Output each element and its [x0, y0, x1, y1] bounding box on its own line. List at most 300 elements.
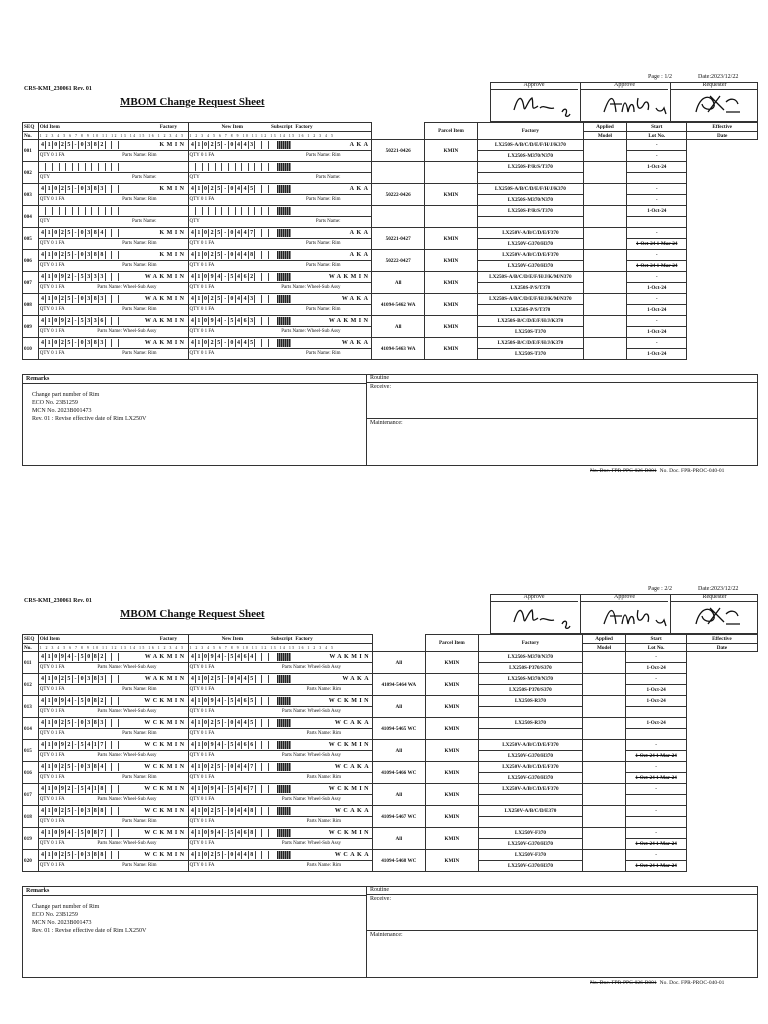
new-item-qty	[188, 217, 372, 228]
new-item	[188, 696, 372, 707]
old-item-factory: KMIN	[159, 142, 187, 148]
new-item-qty	[188, 861, 372, 872]
effective-date-2: -	[627, 195, 687, 206]
seq-number: 002	[23, 162, 39, 184]
effective-date-1: -	[626, 784, 686, 795]
parcel-item: 50221-0427	[372, 228, 424, 250]
new-item-qty	[188, 707, 372, 718]
new-item-digit-index: 1 2 3 4 5 6 7 8 9 10 11 12 13 14 15 16 1 2 3 4 5	[188, 644, 372, 652]
effective-date-2: -	[627, 151, 687, 162]
new-item	[188, 272, 372, 283]
subscript-code	[277, 719, 291, 727]
remarks-divider	[366, 374, 367, 466]
seq-number: 014	[23, 718, 39, 740]
effective-date-2: 1-Oct-24 1-Mar-24	[627, 261, 687, 272]
effective-date-1: -	[626, 828, 686, 839]
table-row	[23, 206, 758, 217]
col-applied-header: Applied	[582, 635, 626, 644]
effective-date-1: -	[627, 140, 687, 151]
applied-model-1: LX250S-R370	[479, 696, 583, 707]
start-lot	[582, 828, 626, 850]
effective-date-1: -	[627, 250, 687, 261]
subscript-code	[277, 295, 291, 303]
new-item-digits: 4 1 0 9 4 - 5 4 6 7	[190, 785, 276, 793]
old-item	[38, 316, 188, 327]
old-item-qty	[38, 195, 188, 206]
new-item-factory: AKA	[349, 230, 371, 236]
subscript-code	[277, 251, 291, 259]
factory: KMIN	[425, 784, 479, 806]
qty-label: QTY 0 1 FA	[189, 797, 215, 802]
new-item-qty	[188, 305, 372, 316]
routine-label: Routine	[370, 375, 389, 381]
footer-old-doc: No. Doc. FPR-PPC-026-B001	[590, 980, 657, 986]
col-no-header: No.	[23, 132, 39, 140]
signature-requester	[690, 602, 760, 632]
col-date-header: Date	[686, 644, 757, 652]
new-item-digits: 4 1 0 2 5 - 0 4 4 5	[190, 339, 276, 347]
table-row	[23, 272, 758, 283]
col-old-item-header	[38, 635, 188, 644]
old-item-factory: WAKMIN	[144, 654, 187, 660]
remark-line: ECO No. 23B1259	[32, 912, 78, 918]
effective-date-2: 1-Oct-24	[627, 283, 687, 294]
seq-number: 018	[23, 806, 39, 828]
new-item-qty	[188, 151, 372, 162]
new-item-digits: 4 1 0 9 4 - 5 4 6 2	[190, 273, 276, 281]
old-item-digits: 4 1 0 9 2 - 5 4 1 7	[40, 741, 126, 749]
start-lot	[582, 784, 626, 806]
table-row	[23, 228, 758, 239]
new-item-digits: 4 1 0 2 5 - 0 4 4 5	[190, 675, 276, 683]
qty-label: QTY 0 1 FA	[189, 263, 215, 268]
table-row	[23, 140, 758, 151]
parts-name: Parts Name: Wheel-Sub Assy	[281, 841, 342, 846]
crs-number: CRS-KMI_230061 Rev. 01	[24, 598, 92, 604]
qty-label: QTY 0 1 FA	[189, 153, 215, 158]
parts-name: Parts Name:	[131, 219, 157, 224]
old-item-qty	[38, 327, 188, 338]
effective-date-1: 1-Oct-24	[626, 718, 686, 729]
effective-date-2	[626, 817, 686, 828]
effective-date-1: -	[626, 850, 686, 861]
subscript-code	[277, 851, 291, 859]
effective-date-1: 1-Oct-24	[627, 206, 687, 217]
old-item-digits: 4 1 0 2 5 - 0 3 8 3	[40, 339, 126, 347]
old-item-qty	[38, 817, 188, 828]
old-item-digits: 4 1 0 9 2 - 5 3 3 3	[40, 273, 126, 281]
subscript-code	[277, 141, 291, 149]
qty-label: QTY 0 1 FA	[39, 687, 65, 692]
effective-date-1: -	[627, 272, 687, 283]
parcel-item: 41094-5465 WC	[373, 718, 426, 740]
old-item	[38, 184, 188, 195]
old-item-digits: 4 1 0 2 5 - 0 3 8 3	[40, 295, 126, 303]
old-item	[38, 652, 188, 663]
parcel-item: All	[373, 740, 426, 762]
parts-name: Parts Name: Rim	[306, 197, 341, 202]
old-item-qty	[38, 707, 188, 718]
new-item-digits	[190, 207, 276, 215]
applied-model-2: LX250V-G370/H370	[479, 839, 583, 850]
new-item-digits: 4 1 0 9 4 - 5 4 6 5	[190, 697, 276, 705]
qty-label: QTY 0 1 FA	[39, 841, 65, 846]
table-row	[23, 250, 758, 261]
subscript-code	[277, 273, 291, 281]
effective-date-1: 1-Oct-24	[626, 696, 686, 707]
old-item-factory: WCKMIN	[144, 786, 187, 792]
subscript-code	[277, 741, 291, 749]
factory: KMIN	[425, 850, 479, 872]
qty-label: QTY 0 1 FA	[189, 241, 215, 246]
old-item-digits	[40, 163, 126, 171]
new-item	[188, 718, 372, 729]
new-item-qty	[188, 817, 372, 828]
old-factory-label: Factory	[159, 124, 178, 130]
factory: KMIN	[424, 294, 477, 316]
start-lot	[582, 696, 626, 718]
factory: KMIN	[425, 696, 479, 718]
new-item-qty	[188, 349, 372, 360]
qty-label: QTY 0 1 FA	[39, 241, 65, 246]
new-item-qty	[188, 327, 372, 338]
new-item-qty	[188, 751, 372, 762]
applied-model-2	[479, 707, 583, 718]
maintenance-rule	[366, 930, 758, 931]
new-item-qty	[188, 239, 372, 250]
new-item	[188, 828, 372, 839]
new-item	[188, 184, 372, 195]
approval-label-requester: Requester	[670, 594, 758, 602]
new-item-digits: 4 1 0 2 5 - 0 4 4 8	[190, 251, 276, 259]
qty-label: QTY 0 1 FA	[189, 307, 215, 312]
col-factory-header: Factory	[479, 635, 583, 652]
new-item	[188, 850, 372, 861]
approval-label-approve2: Approve	[580, 82, 668, 90]
qty-label: QTY	[39, 219, 51, 224]
new-item-digits: 4 1 0 9 4 - 5 4 6 6	[190, 741, 276, 749]
applied-model-1: LX250V-A/B/C/D/E/F370	[478, 228, 584, 239]
start-lot	[582, 740, 626, 762]
subscript-code	[277, 807, 291, 815]
effective-date-2: 1-Oct-24 1-Mar-24	[626, 839, 686, 850]
seq-number: 001	[23, 140, 39, 162]
signature-approve-2	[600, 602, 670, 632]
qty-label: QTY	[189, 219, 200, 224]
old-item-factory: WCKMIN	[144, 764, 187, 770]
factory: KMIN	[424, 272, 477, 294]
parcel-item: 41094-5468 WC	[373, 850, 426, 872]
qty-label: QTY 0 1 FA	[39, 153, 65, 158]
parts-name: Parts Name: Wheel-Sub Assy	[281, 797, 342, 802]
col-effective-header: Effective	[687, 123, 758, 132]
sheet-title: MBOM Change Request Sheet	[120, 608, 265, 620]
new-item-factory: AKA	[349, 186, 371, 192]
qty-label: QTY 0 1 FA	[39, 263, 65, 268]
qty-label: QTY 0 1 FA	[189, 775, 215, 780]
seq-number: 004	[23, 206, 39, 228]
new-item-qty	[188, 261, 372, 272]
seq-number: 006	[23, 250, 39, 272]
applied-model-2: LX250S-M370/N370	[478, 151, 584, 162]
remark-line: Change part number of Rim	[32, 904, 100, 910]
factory: KMIN	[425, 762, 479, 784]
new-item-factory: WAKMIN	[328, 274, 371, 280]
qty-label: QTY 0 1 FA	[39, 731, 65, 736]
applied-model-2: LX250V-G370/H370	[478, 261, 584, 272]
parts-name: Parts Name: Wheel-Sub Assy	[97, 285, 157, 290]
old-item-qty	[38, 217, 188, 228]
effective-date-2: 1-Oct-24	[627, 327, 687, 338]
applied-model-1: LX250S-A/B/C/D/E/F/H/J/K/M/N370	[478, 294, 584, 305]
subscript-code	[277, 785, 291, 793]
parts-name: Parts Name: Rim	[122, 197, 157, 202]
new-item-factory: WAKA	[342, 676, 372, 682]
sheet-title: MBOM Change Request Sheet	[120, 96, 265, 108]
new-item-digits: 4 1 0 2 5 - 0 4 4 3	[190, 295, 276, 303]
footer-new-doc: No. Doc. FPR-PROC-040-01	[659, 980, 725, 986]
approval-label-approve1: Approve	[490, 82, 578, 90]
parts-name: Parts Name: Wheel-Sub Assy	[97, 709, 157, 714]
new-factory-label: Factory	[295, 636, 313, 642]
applied-model-1: LX250S-M370/N370	[479, 674, 583, 685]
effective-date-2: 1-Oct-24	[626, 663, 686, 674]
old-item-qty	[38, 729, 188, 740]
qty-label: QTY 0 1 FA	[189, 329, 215, 334]
effective-date-1: -	[626, 762, 686, 773]
col-no-header: No.	[23, 644, 39, 652]
new-item-factory: WCAKA	[334, 764, 372, 770]
new-item	[188, 316, 372, 327]
effective-date-2	[626, 795, 686, 806]
new-item	[188, 674, 372, 685]
remarks-title: Remarks	[26, 888, 50, 894]
qty-label: QTY 0 1 FA	[189, 819, 215, 824]
new-item-factory: WCKMIN	[328, 830, 372, 836]
new-item	[188, 250, 372, 261]
applied-model-1: LX250V-A/B/C/D/E/F370	[479, 784, 583, 795]
new-item-digits: 4 1 0 9 4 - 5 4 6 8	[190, 829, 276, 837]
footer-new-doc: No. Doc. FPR-PROC-040-01	[659, 468, 725, 474]
parcel-item: All	[373, 828, 426, 850]
old-item-factory: WAKMIN	[144, 274, 187, 280]
subscript-label: Subscript	[271, 636, 293, 642]
new-item-factory: WAKMIN	[329, 654, 372, 660]
applied-model-1: LX250S-A/B/C/D/E/F/H/J/K370	[478, 140, 584, 151]
approval-divider	[670, 82, 671, 122]
qty-label: QTY 0 1 FA	[39, 351, 65, 356]
old-item-factory: WCKMIN	[144, 720, 187, 726]
old-item-qty	[38, 839, 188, 850]
maintenance-label: Maintenance:	[370, 420, 403, 426]
old-item-digits: 4 1 0 2 5 - 0 3 8 8	[40, 807, 126, 815]
old-item	[38, 250, 188, 261]
seq-number: 012	[23, 674, 39, 696]
parcel-item: 41094-5466 WC	[373, 762, 426, 784]
applied-model-1: LX250S-A/B/C/D/E/F/H/J/K370	[478, 184, 584, 195]
col-parcel-header: Parcel Item	[425, 635, 479, 652]
parts-name: Parts Name: Wheel-Sub Assy	[97, 797, 157, 802]
factory: KMIN	[424, 250, 477, 272]
old-item	[38, 696, 188, 707]
old-item-label: Old Item	[39, 124, 60, 130]
seq-number: 019	[23, 828, 39, 850]
col-old-item-header	[38, 123, 188, 132]
old-item-digits: 4 1 0 9 2 - 5 4 1 8	[40, 785, 126, 793]
doc-footer	[590, 468, 724, 474]
seq-number: 016	[23, 762, 39, 784]
remarks-divider	[366, 886, 367, 978]
parts-name: Parts Name: Rim	[306, 351, 341, 356]
factory: KMIN	[425, 806, 479, 828]
factory: KMIN	[425, 740, 479, 762]
col-effective-header: Effective	[686, 635, 757, 644]
parts-name: Parts Name: Rim	[306, 687, 342, 692]
new-item	[188, 806, 372, 817]
table-row	[23, 696, 758, 707]
old-item-digits: 4 1 0 2 5 - 0 3 8 8	[40, 851, 126, 859]
effective-date-1: -	[626, 740, 686, 751]
factory: KMIN	[424, 228, 477, 250]
start-lot	[583, 228, 626, 250]
effective-date-1: -	[627, 338, 687, 349]
new-item-qty	[188, 795, 372, 806]
parcel-item	[372, 162, 424, 184]
footer-old-doc: No. Doc. FPR-PPC-026-B001	[590, 468, 657, 474]
new-item	[188, 162, 372, 173]
parcel-item: All	[372, 316, 424, 338]
qty-label: QTY 0 1 FA	[189, 709, 215, 714]
seq-number: 010	[23, 338, 39, 360]
new-item-factory: WCKMIN	[328, 742, 372, 748]
col-new-item-header	[188, 123, 372, 132]
old-item	[38, 674, 188, 685]
new-item-factory: AKA	[349, 252, 371, 258]
effective-date-2: 1-Oct-24	[627, 305, 687, 316]
old-item	[38, 850, 188, 861]
qty-label: QTY 0 1 FA	[39, 819, 65, 824]
qty-label: QTY 0 1 FA	[189, 753, 215, 758]
remarks-title-rule	[22, 383, 366, 384]
approval-divider	[580, 594, 581, 634]
new-item-qty	[188, 839, 372, 850]
old-item	[38, 718, 188, 729]
new-item-qty	[188, 685, 372, 696]
new-item-factory: WAKMIN	[328, 318, 371, 324]
parts-name: Parts Name: Rim	[306, 263, 341, 268]
parts-name: Parts Name: Rim	[306, 153, 341, 158]
start-lot	[583, 338, 626, 360]
old-item-qty	[38, 795, 188, 806]
seq-number: 011	[23, 652, 39, 674]
start-lot	[583, 250, 626, 272]
effective-date-2	[627, 173, 687, 184]
effective-date-2: 1-Oct-24	[626, 685, 686, 696]
table-row	[23, 674, 758, 685]
start-lot	[582, 762, 626, 784]
subscript-code	[277, 697, 291, 705]
table-row	[23, 162, 758, 173]
header-spacer	[373, 635, 426, 652]
table-row	[23, 828, 758, 839]
qty-label: QTY	[189, 175, 200, 180]
table-row	[23, 806, 758, 817]
col-parcel-header: Parcel Item	[424, 123, 477, 140]
subscript-code	[277, 763, 291, 771]
old-item-qty	[38, 239, 188, 250]
applied-model-2: LX250S-T370	[478, 327, 584, 338]
new-item-digits: 4 1 0 2 5 - 0 4 4 8	[190, 807, 276, 815]
old-item-qty	[38, 283, 188, 294]
parts-name: Parts Name:	[315, 219, 341, 224]
applied-model-1: LX250S-R370	[479, 718, 583, 729]
doc-footer	[590, 980, 724, 986]
seq-number: 005	[23, 228, 39, 250]
parts-name: Parts Name:	[315, 175, 341, 180]
signature-approve-1	[510, 90, 580, 120]
old-item-digits: 4 1 0 2 5 - 0 3 8 3	[40, 185, 126, 193]
new-item-digits: 4 1 0 2 5 - 0 4 4 5	[190, 185, 276, 193]
qty-label: QTY 0 1 FA	[189, 285, 215, 290]
subscript-code	[277, 653, 291, 661]
qty-label: QTY 0 1 FA	[189, 863, 215, 868]
col-lot-header: Lot No.	[627, 132, 687, 140]
sheet-page-2	[0, 512, 768, 1024]
parcel-item: 50221-0426	[372, 140, 424, 162]
new-item-digit-index: 1 2 3 4 5 6 7 8 9 10 11 12 13 14 15 16 1 2 3 4 5	[188, 132, 372, 140]
old-item-factory: WCKMIN	[144, 830, 187, 836]
parts-name: Parts Name: Rim	[306, 775, 342, 780]
effective-date-1: -	[626, 674, 686, 685]
old-item-factory: KMIN	[159, 252, 187, 258]
effective-date-2: 1-Oct-24 1-Mar-24	[626, 861, 686, 872]
subscript-code	[277, 185, 291, 193]
mbom-table	[22, 122, 758, 360]
old-item-factory: WAKMIN	[144, 296, 187, 302]
crs-number: CRS-KMI_230061 Rev. 01	[24, 86, 92, 92]
parts-name: Parts Name: Rim	[306, 307, 341, 312]
qty-label: QTY 0 1 FA	[39, 665, 65, 670]
maintenance-label: Maintenance:	[370, 932, 403, 938]
parts-name: Parts Name: Rim	[306, 731, 342, 736]
new-item-factory: WCAKA	[334, 808, 372, 814]
qty-label: QTY 0 1 FA	[189, 351, 215, 356]
applied-model-2: LX250V-G370/H370	[479, 773, 583, 784]
start-lot	[583, 316, 626, 338]
subscript-code	[277, 829, 291, 837]
new-item-qty	[188, 773, 372, 784]
parts-name: Parts Name: Rim	[122, 263, 157, 268]
old-item-digits: 4 1 0 2 5 - 0 3 8 8	[40, 251, 126, 259]
col-seq-header: SEQ	[23, 123, 39, 132]
table-row	[23, 338, 758, 349]
old-item-factory: WAKMIN	[144, 676, 187, 682]
old-item	[38, 338, 188, 349]
old-item-digits: 4 1 0 9 4 - 5 0 8 7	[40, 829, 126, 837]
new-item	[188, 338, 372, 349]
effective-date-1: -	[627, 228, 687, 239]
qty-label: QTY 0 1 FA	[189, 197, 215, 202]
applied-model-2: LX250S-M370/N370	[478, 195, 584, 206]
parts-name: Parts Name: Rim	[122, 351, 157, 356]
parts-name: Parts Name: Wheel-Sub Assy	[97, 841, 157, 846]
applied-model-2	[479, 729, 583, 740]
qty-label: QTY 0 1 FA	[189, 665, 215, 670]
applied-model-2: LX250S-P370/S370	[479, 685, 583, 696]
receive-label: Receive:	[370, 384, 391, 390]
new-item-digits: 4 1 0 9 4 - 5 4 6 3	[190, 317, 276, 325]
new-item-qty	[188, 663, 372, 674]
